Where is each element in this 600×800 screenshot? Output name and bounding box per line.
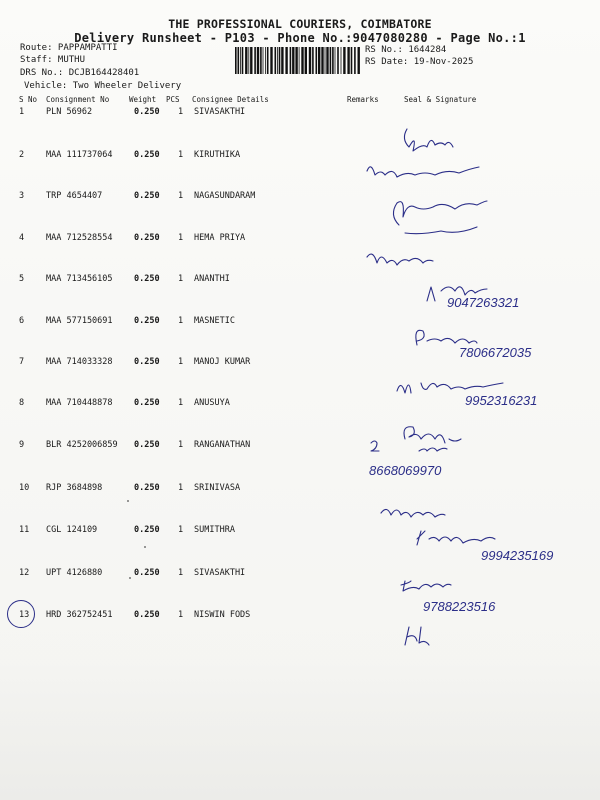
row-consignee: NAGASUNDARAM: [194, 191, 256, 201]
row-consignment: MAA 577150691: [46, 316, 113, 326]
row-weight: 0.250: [134, 483, 160, 493]
page-shadow: [0, 655, 600, 800]
phone-sig-7: 9952316231: [465, 393, 538, 408]
row-consignment: MAA 710448878: [46, 398, 113, 408]
row-consignment: PLN 56962: [46, 107, 93, 117]
row-sno: 13: [19, 610, 30, 620]
row-pcs: 1: [178, 316, 184, 326]
row-sno: 8: [19, 398, 25, 408]
col-sno: S No: [19, 95, 38, 104]
row-consignment: RJP 3684898: [46, 483, 103, 493]
row-pcs: 1: [178, 398, 184, 408]
vehicle-label: Vehicle: Two Wheeler Delivery: [24, 81, 182, 91]
rs-date: RS Date: 19-Nov-2025: [365, 57, 474, 67]
row-consignment: MAA 714033328: [46, 357, 113, 367]
row-pcs: 1: [178, 191, 184, 201]
row-sno: 3: [19, 191, 25, 201]
phone-sig-11: 9994235169: [481, 548, 554, 563]
row-sno: 10: [19, 483, 30, 493]
row-pcs: 1: [178, 150, 184, 160]
phone-sig-12: 9788223516: [423, 599, 496, 614]
signature-11: [417, 531, 495, 545]
row-pcs: 1: [178, 483, 184, 493]
row-consignee: ANANTHI: [194, 274, 230, 284]
row-consignee: MASNETIC: [194, 316, 235, 326]
row-weight: 0.250: [134, 398, 160, 408]
row-sno: 6: [19, 316, 25, 326]
speck: [129, 577, 131, 579]
row-sno: 5: [19, 274, 25, 284]
row-pcs: 1: [178, 440, 184, 450]
signature-3: [393, 201, 487, 225]
phone-sig-5: 9047263321: [447, 295, 520, 310]
col-pcs: PCS: [166, 95, 180, 104]
row-consignment: MAA 712528554: [46, 233, 113, 243]
signature-1: [404, 129, 453, 151]
barcode: [234, 47, 362, 74]
signature-10: [381, 509, 445, 517]
row-weight: 0.250: [134, 568, 160, 578]
row-weight: 0.250: [134, 274, 160, 284]
row-consignment: BLR 4252006859: [46, 440, 118, 450]
row-weight: 0.250: [134, 150, 160, 160]
col-consignee: Consignee Details: [192, 95, 269, 104]
row-weight: 0.250: [134, 357, 160, 367]
row-sno: 2: [19, 150, 25, 160]
company-title: THE PROFESSIONAL COURIERS, COIMBATORE: [168, 17, 432, 31]
col-seal-signature: Seal & Signature: [404, 95, 477, 104]
signature-area: [355, 105, 600, 665]
row-pcs: 1: [178, 357, 184, 367]
row-weight: 0.250: [134, 191, 160, 201]
row-13-circle-mark: [7, 600, 35, 628]
row-weight: 0.250: [134, 107, 160, 117]
row-consignment: MAA 713456105: [46, 274, 113, 284]
signature-9: [371, 441, 379, 451]
row-weight: 0.250: [134, 525, 160, 535]
row-consignee: RANGANATHAN: [194, 440, 251, 450]
row-weight: 0.250: [134, 316, 160, 326]
col-consignment: Consignment No: [46, 95, 110, 104]
route-label: Route: PAPPAMPATTI: [20, 43, 118, 53]
row-consignee: SRINIVASA: [194, 483, 241, 493]
row-consignment: CGL 124109: [46, 525, 98, 535]
row-weight: 0.250: [134, 233, 160, 243]
row-consignee: HEMA PRIYA: [194, 233, 246, 243]
row-consignee: SUMITHRA: [194, 525, 235, 535]
staff-label: Staff: MUTHU: [20, 55, 86, 65]
phone-sig-6: 7806672035: [459, 345, 532, 360]
row-pcs: 1: [178, 525, 184, 535]
row-sno: 9: [19, 440, 25, 450]
row-sno: 1: [19, 107, 25, 117]
row-consignee: MANOJ KUMAR: [194, 357, 251, 367]
signature-7: [397, 383, 503, 393]
row-sno: 12: [19, 568, 30, 578]
row-consignment: HRD 362752451: [46, 610, 113, 620]
row-sno: 4: [19, 233, 25, 243]
signature-12: [401, 581, 451, 591]
row-weight: 0.250: [134, 610, 160, 620]
row-consignment: UPT 4126880: [46, 568, 103, 578]
row-consignee: SIVASAKTHI: [194, 568, 246, 578]
row-pcs: 1: [178, 233, 184, 243]
runsheet-subtitle: Delivery Runsheet - P103 - Phone No.:9047080280 - Page No.:1: [74, 31, 526, 45]
row-consignment: MAA 111737064: [46, 150, 113, 160]
rs-number: RS No.: 1644284: [365, 45, 447, 55]
row-pcs: 1: [178, 274, 184, 284]
drs-label: DRS No.: DCJB164428401: [20, 68, 140, 78]
signature-8: [404, 427, 461, 443]
row-consignment: TRP 4654407: [46, 191, 103, 201]
row-pcs: 1: [178, 610, 184, 620]
row-pcs: 1: [178, 107, 184, 117]
col-remarks: Remarks: [347, 95, 379, 104]
row-consignee: NISWIN FODS: [194, 610, 251, 620]
signature-13: [405, 627, 429, 645]
row-pcs: 1: [178, 568, 184, 578]
row-consignee: ANUSUYA: [194, 398, 230, 408]
signature-6: [416, 330, 477, 345]
row-sno: 7: [19, 357, 25, 367]
signature-2: [367, 167, 479, 177]
row-sno: 11: [19, 525, 30, 535]
row-weight: 0.250: [134, 440, 160, 450]
phone-sig-9: 8668069970: [369, 463, 442, 478]
row-consignee: SIVASAKTHI: [194, 107, 246, 117]
row-consignee: KIRUTHIKA: [194, 150, 241, 160]
speck: [127, 500, 129, 502]
speck: [144, 546, 146, 548]
signature-5: [367, 254, 433, 265]
col-weight: Weight: [129, 95, 157, 104]
